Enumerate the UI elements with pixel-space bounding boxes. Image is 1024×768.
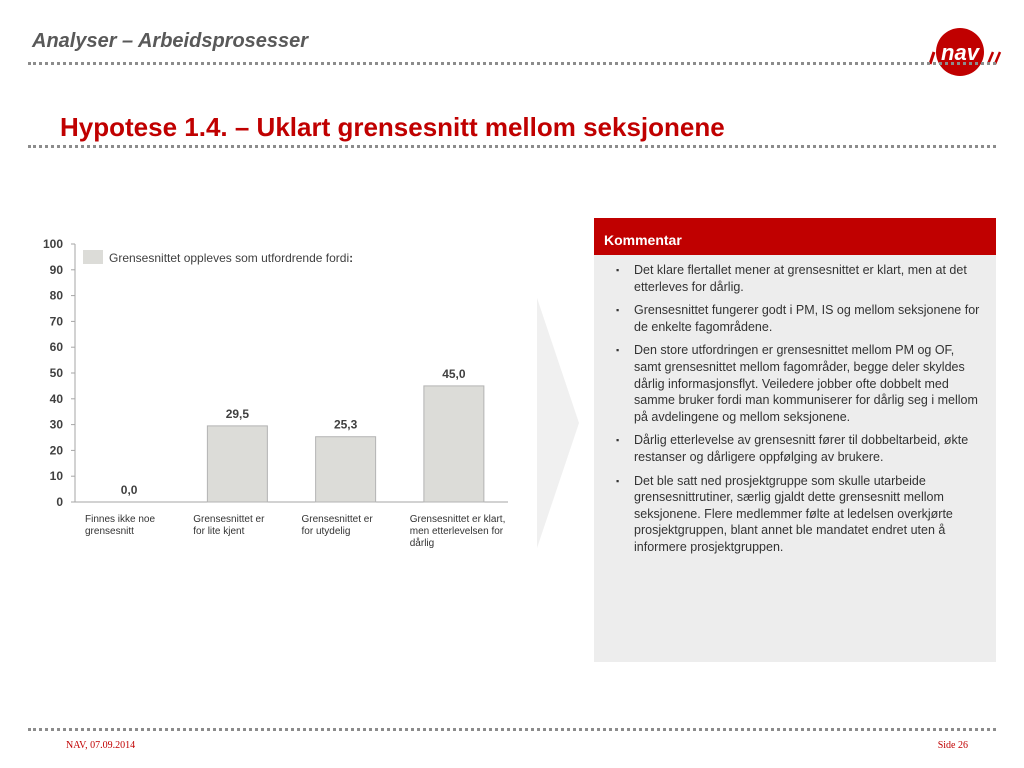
category-label-line: dårlig <box>409 538 435 549</box>
bar-value-label: 0,0 <box>120 483 138 497</box>
category-label <box>193 514 265 537</box>
bullet-icon: ▪ <box>616 265 620 275</box>
nav-logo <box>918 24 1008 80</box>
category-label-line: Grensesnittet er klart, <box>409 514 506 525</box>
category-label <box>85 514 155 537</box>
comment-text: Den store utfordringen er grensesnittet mellom PM og OF, samt grensesnittet mellom fagområder, begge deler skyldes dårlig informasjonsflyt. Veiledere jobber ofte dobbelt med samme bruker fordi man kommuniserer for dårlig seg i mellom på avdelingene og mellom seksjonene. <box>634 343 978 424</box>
y-tick-label: 80 <box>49 288 63 303</box>
bar <box>424 386 484 502</box>
comment-item <box>614 342 982 425</box>
y-tick-label: 0 <box>56 495 63 509</box>
category-label-line: men etterlevelsen for <box>409 526 504 537</box>
category-label-line: for lite kjent <box>193 526 245 537</box>
y-tick-label: 40 <box>49 391 63 406</box>
bar <box>207 426 267 502</box>
y-tick-label: 100 <box>42 237 63 251</box>
category-label-line: for utydelig <box>301 526 351 537</box>
header-divider <box>28 62 996 65</box>
category-label-line: Grensesnittet er <box>193 514 265 525</box>
y-tick-label: 30 <box>49 417 63 432</box>
comment-text: Det klare flertallet mener at grensesnittet er klart, men at det etterleves for dårlig. <box>634 263 967 294</box>
category-label <box>302 514 374 537</box>
page-title: Hypotese 1.4. – Uklart grensesnitt mellom seksjonene <box>60 112 725 142</box>
y-tick-label: 60 <box>49 340 63 355</box>
y-tick-label: 20 <box>49 443 63 458</box>
bar-value-label: 25,3 <box>333 417 358 432</box>
nav-logo-text: nav <box>941 40 979 65</box>
comment-item <box>614 262 982 295</box>
comment-text: Grensesnittet fungerer godt i PM, IS og mellom seksjonene for de enkelte fagområdene. <box>634 303 980 334</box>
comment-item <box>614 432 982 465</box>
comment-header: Kommentar <box>594 218 996 255</box>
title-divider <box>28 145 996 148</box>
bullet-icon: ▪ <box>616 345 620 356</box>
bullet-icon: ▪ <box>616 435 620 446</box>
comment-item <box>614 473 982 556</box>
bar-value-label: 29,5 <box>225 406 250 421</box>
y-tick-label: 50 <box>49 366 63 380</box>
category-label-line: Finnes ikke noe <box>85 514 156 525</box>
bullet-icon: ▪ <box>616 475 620 486</box>
footer-date: NAV, 07.09.2014 <box>66 740 136 751</box>
arrow-chevron-icon <box>537 298 579 548</box>
bullet-icon: ▪ <box>616 305 620 316</box>
comment-text: Det ble satt ned prosjektgruppe som skulle utarbeide grensesnittrutiner, særlig gjaldt dette grensesnitt mellom seksjonene. Flere medlemmer følte at ledelsen overkjørte prosjektgruppen, blant annet ble mandatet endret uten å informere prosjektgruppen. <box>634 473 953 554</box>
footer-divider <box>28 728 996 731</box>
comment-text: Dårlig etterlevelse av grensesnitt fører til dobbeltarbeid, økte restanser og dårligere oppfølging av brukere. <box>634 433 969 464</box>
y-tick-label: 70 <box>49 314 63 329</box>
category-label-line: Grensesnittet er <box>301 514 373 525</box>
legend-label-text: Grensesnittet oppleves som utfordrende fordi <box>109 251 350 265</box>
comment-panel <box>594 218 996 662</box>
legend-label <box>109 251 353 265</box>
category-label <box>410 514 506 549</box>
bar <box>316 437 376 502</box>
comment-item <box>614 302 982 335</box>
comment-list <box>594 255 996 556</box>
bar-value-label: 45,0 <box>442 366 466 381</box>
legend-swatch <box>83 250 103 264</box>
y-tick-label: 90 <box>49 262 63 277</box>
legend-label-suffix: : <box>349 251 354 265</box>
footer-page-number: Side 26 <box>937 740 968 751</box>
bar-chart <box>30 230 530 560</box>
y-tick-label: 10 <box>49 469 63 484</box>
category-label-line: grensesnitt <box>85 526 134 537</box>
section-title: Analyser – Arbeidsprosesser <box>32 30 309 52</box>
